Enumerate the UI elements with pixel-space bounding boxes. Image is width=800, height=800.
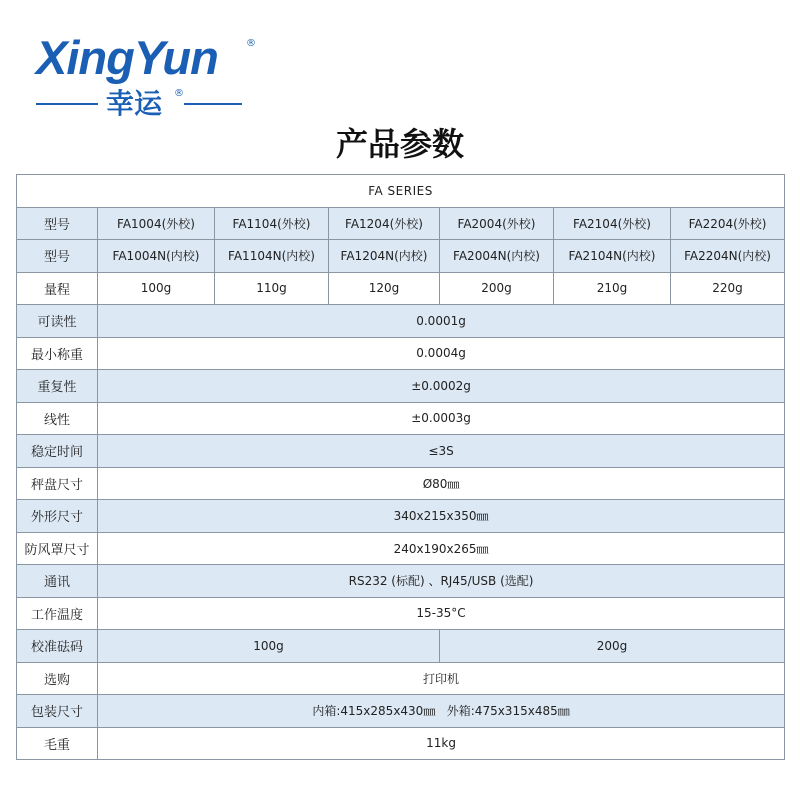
cal-weight-value: 100g [98,630,440,663]
capacity-cell: 200g [440,272,554,305]
temperature-value: 15-35°C [98,597,785,630]
table-row [17,662,785,695]
model-cell: FA1204N(内校) [329,240,440,273]
table-row [17,272,785,305]
linearity-value: ±0.0003g [98,402,785,435]
repeatability-value: ±0.0002g [98,370,785,403]
package-value: 内箱:415x285x430㎜ 外箱:475x315x485㎜ [98,695,785,728]
row-label: 通讯 [17,565,98,598]
brand-chinese-name: 幸运 [106,87,163,120]
table-row [17,467,785,500]
spec-table [16,174,785,760]
row-label: 量程 [17,272,98,305]
model-cell: FA1004(外校) [98,207,215,240]
logo-divider-right [184,103,242,105]
brand-logo [36,26,266,126]
row-label: 线性 [17,402,98,435]
row-label: 型号 [17,207,98,240]
brand-name: XingYun [36,31,218,84]
optional-value: 打印机 [98,662,785,695]
row-label: 校准砝码 [17,630,98,663]
dimensions-value: 340x215x350㎜ [98,500,785,533]
table-row [17,565,785,598]
model-cell: FA1104(外校) [215,207,329,240]
model-cell: FA2104(外校) [554,207,671,240]
table-row [17,727,785,760]
row-label: 型号 [17,240,98,273]
model-cell: FA1004N(内校) [98,240,215,273]
pan-size-value: Ø80㎜ [98,467,785,500]
table-row [17,402,785,435]
row-label: 防风罩尺寸 [17,532,98,565]
readability-value: 0.0001g [98,305,785,338]
brand-registered-mark: ® [246,38,256,49]
capacity-cell: 210g [554,272,671,305]
logo-divider-left [36,103,98,105]
cal-weight-value: 200g [440,630,785,663]
model-cell: FA1204(外校) [329,207,440,240]
capacity-cell: 120g [329,272,440,305]
capacity-cell: 220g [671,272,785,305]
row-label: 包装尺寸 [17,695,98,728]
capacity-cell: 110g [215,272,329,305]
capacity-cell: 100g [98,272,215,305]
table-row [17,500,785,533]
model-cell: FA1104N(内校) [215,240,329,273]
brand-chinese-registered-mark: ® [174,88,184,99]
page-title: 产品参数 [335,125,464,163]
stabilization-value: ≤3S [98,435,785,468]
min-weight-value: 0.0004g [98,337,785,370]
interface-value: RS232 (标配) 、RJ45/USB (选配) [98,565,785,598]
table-row [17,370,785,403]
table-row [17,337,785,370]
gross-weight-value: 11kg [98,727,785,760]
model-cell: FA2004N(内校) [440,240,554,273]
table-row [17,175,785,208]
table-row [17,240,785,273]
model-cell: FA2204N(内校) [671,240,785,273]
model-cell: FA2104N(内校) [554,240,671,273]
row-label: 外形尺寸 [17,500,98,533]
table-row [17,532,785,565]
model-cell: FA2204(外校) [671,207,785,240]
row-label: 可读性 [17,305,98,338]
table-row [17,435,785,468]
row-label: 最小称重 [17,337,98,370]
row-label: 秤盘尺寸 [17,467,98,500]
row-label: 工作温度 [17,597,98,630]
model-cell: FA2004(外校) [440,207,554,240]
table-row [17,597,785,630]
table-row [17,630,785,663]
row-label: 重复性 [17,370,98,403]
table-row [17,207,785,240]
series-title: FA SERIES [17,175,785,208]
row-label: 稳定时间 [17,435,98,468]
table-row [17,305,785,338]
table-row [17,695,785,728]
row-label: 毛重 [17,727,98,760]
row-label: 选购 [17,662,98,695]
draft-shield-value: 240x190x265㎜ [98,532,785,565]
